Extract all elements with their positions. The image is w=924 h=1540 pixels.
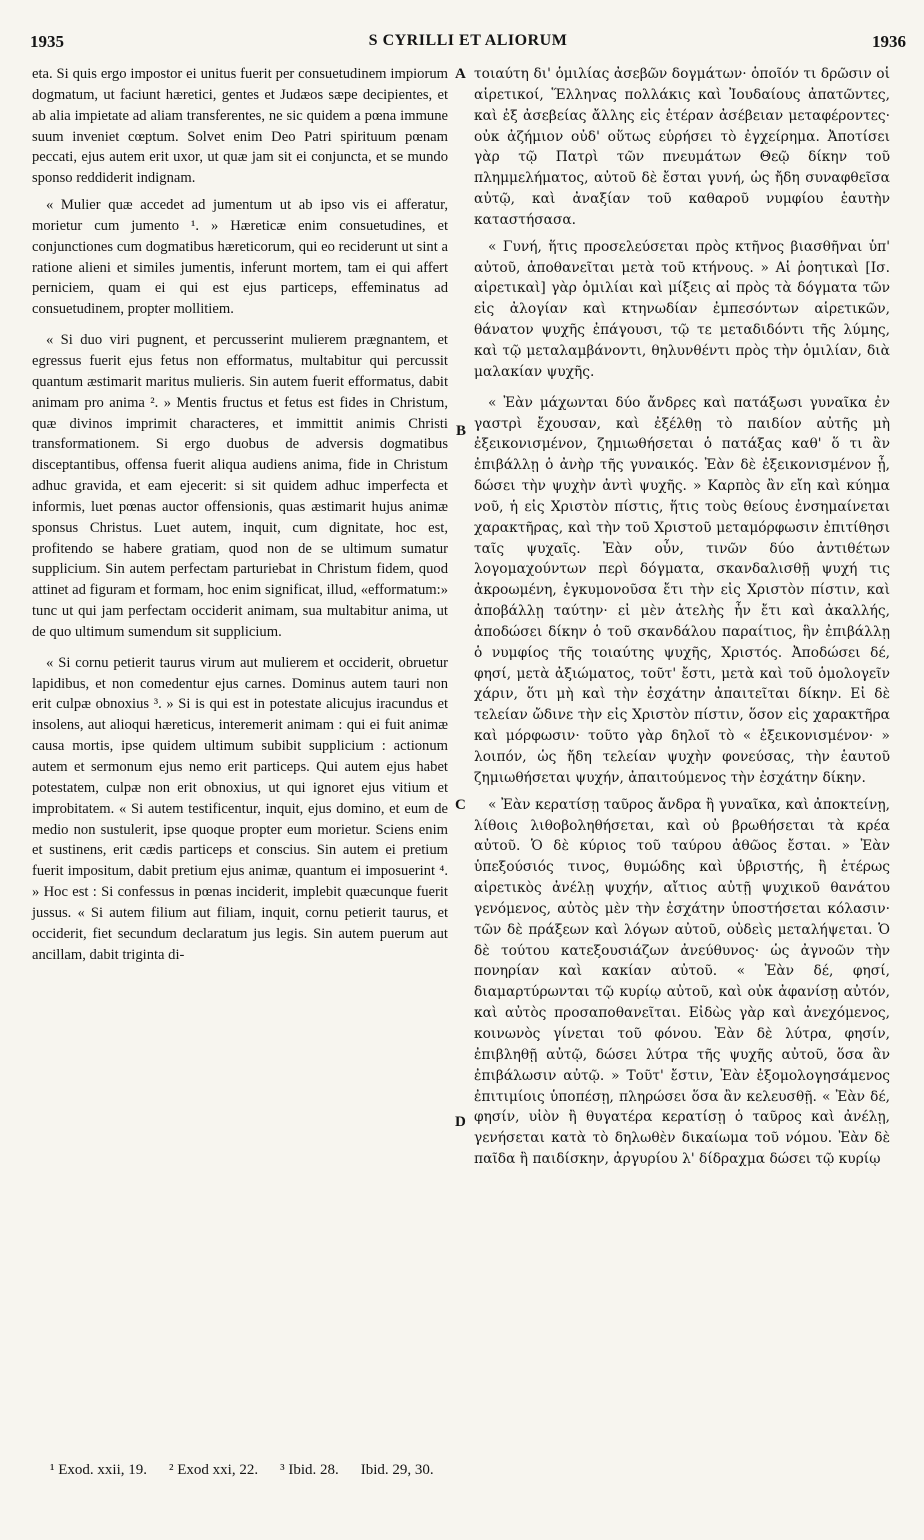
section-marker-d: D (455, 1114, 466, 1130)
latin-paragraph: eta. Si quis ergo impostor ei unitus fuerit per consuetudinem impiorum dogmatum, ut faciunt hæretici, gentes et Judæos sæpe decipientes, et ab alia impietate ad aliam transferentes, ne sic quidem a pœna immune suum inveniet cœptum. Solvet enim Deo Patri spirituum pœnam peccati, ejus autem erit uxor, ut quæ jam sit ei conjuncta, et se mundo sponso reddiderit indignam. (32, 66, 448, 187)
page-header (30, 32, 906, 56)
greek-paragraph: τοιαύτη δι' ὁμιλίας ἀσεβῶν δογμάτων· ὁποῖόν τι δρῶσιν οἱ αἱρετικοί, Ἕλληνας πολλάκις καὶ Ἰουδαίους ἀπατῶντες, καὶ ἐξ ἀσεβείας ἄλλης εἰς ἑτέραν ἀσέβειαν μεταφέροντες· οὐκ ἀζήμιον οὐδ' οὕτως εὑρήσει τὸ ἐγχείρημα. Ἀποτίσει γὰρ τῷ Πατρὶ τῶν πνευμάτων Θεῷ δίκην τοῦ πλημμελήματος, αὐτοῦ δὲ ἔσται γυνή, ὡς ἤδη συναφθεῖσα αὐτῷ, καὶ ἀναξίαν τοῦ καθαροῦ νυμφίου ἑαυτὴν καταστήσασα. (474, 66, 890, 228)
greek-paragraph: « Ἐὰν κερατίσῃ ταῦρος ἄνδρα ἢ γυναῖκα, καὶ ἀποκτείνῃ, λίθοις λιθοβοληθήσεται, καὶ οὐ βρωθήσεται τὰ κρέα αὐτοῦ. Ὁ δὲ κύριος τοῦ ταύρου ἀθῶος ἔσται. » Ἐὰν ὑπεξούσιός τινος, θυμώδης καὶ ὑβριστής, ἢ ἑτέρως αἱρετικὸς ἀνέλῃ ψυχήν, αἴτιος αὐτῇ ψυχικοῦ θανάτου γενόμενος, αὐτὸς μὲν τὴν ἐσχάτην ὑποστήσεται κόλασιν· τῶν δὲ πράξεων καὶ λόγων αὐτοῦ, οὐδεὶς μεταλήψεται. Ὁ δὲ τούτου κατεξουσιάζων ἀνεύθυνος· ὡς ἀγνοῶν τὴν πονηρίαν καὶ κακίαν αὐτοῦ. « Ἐὰν δέ, φησί, διαμαρτύρωνται τῷ κυρίῳ αὐτοῦ, καὶ οὐκ ἀφανίσῃ αὐτόν, καὶ αὐτὸς προσαποθανεῖται. Εἰδὼς γὰρ καὶ ἀνεχόμενος, κοινωνὸς γίνεται τοῦ φόνου. Ἐὰν δὲ λύτρα, φησίν, ἐπιβληθῇ αὐτῷ, δώσει λύτρα τῆς ψυχῆς αὐτοῦ, ὅσα ἂν ἐπιβάλωσιν αὐτῷ. » Τοῦτ' ἔστιν, Ἐὰν ἐξομολογησάμενος ἐπιτιμίοις ὑποπέσῃ, πληρώσει ὅσα ἂν κελευσθῇ. « Ἐὰν δέ, φησίν, υἱὸν ἢ θυγατέρα κερατίσῃ ὁ ταῦρος καὶ ἀνέλῃ, γενήσεται κατὰ τὸ δηλωθὲν δικαίωμα τοῦ νόμου. Ἐὰν δὲ παῖδα ἢ παιδίσκην, ἀργυρίου λ' δίδραχμα δώσει τῷ κυρίῳ (474, 796, 890, 1168)
footnotes (50, 1462, 870, 1479)
latin-paragraph: « Si duo viri pugnent, et percusserint mulierem prægnantem, et egressus fuerit ejus fetus non efformatus, multabitur qui percussit quantum æstimarit maritus mulieris. Sin autem fuerit efformatus, dabit animam pro anima ². » Mentis fructus et fetus est fides in Christum, quæ divinos imprimit characteres, et immittit animis Christi transformationem. Si ergo duobus de adversis dogmatibus disceptantibus, offensa fuerit aliqua audiens anima, fide in Christum adhuc gravida, et eam ejecerit: si sit quidem adhuc imperfecta et informis, luet pœnas auctor offensionis, quas æstimarit hujus animæ sponsus Christus. Luet autem, inquit, cum dignitate, hoc est, profitendo se habere gratiam, quod non de se ultimum sumatur supplicium. Sin autem perfectam parturiebat in Christum fidem, quod attinet ad figuram et formam, hoc enim significat, illud, «efformatum:» tunc ut qui jam perfectam occiderit animam, sua multabitur anima, ut de quo ultimum sumendum sit supplicium. (32, 332, 448, 640)
latin-paragraph: « Mulier quæ accedet ad jumentum ut ab ipso vis ei afferatur, morietur cum jumento ¹. » Hæreticæ enim consuetudines, et conjunctiones cum dogmatibus hæreticorum, qui eo reciderunt ut sint a ratione alieni et similes jumentis, inferunt mortem, tam ei qui affert perniciem, quam ei qui est ejus particeps, effeminatus ad consuetudinem, propter mollitiem. (32, 197, 448, 318)
footnote: Ibid. 29, 30. (360, 1462, 434, 1478)
greek-paragraph: « Γυνή, ἥτις προσελεύσεται πρὸς κτῆνος βιασθῆναι ὑπ' αὐτοῦ, ἀποθανεῖται μετὰ τοῦ κτήνους. » Αἱ ῥοητικαὶ [Ισ. αἱρετικαὶ] γὰρ ὁμιλίαι καὶ μίξεις αἱ πρὸς τὰ δόγματα τῶν εἰς ἀλογίαν καὶ κτηνωδίαν ἐμπεσόντων αἱρετικῶν, θάνατον ψυχῆς ἐπάγουσι, τῷ τε μεταδιδόντι τῆς λύμης, καὶ τῷ μεταλαμβάνοντι, θηλυνθέντι πρὸς τὴν ὁμιλίαν, διὰ μαλακίαν ψυχῆς. (474, 238, 890, 380)
page-number-right: 1936 (872, 32, 906, 51)
greek-column (474, 64, 890, 1176)
footnote: ³ Ibid. 28. (280, 1462, 339, 1478)
footnote: ² Exod xxi, 22. (169, 1462, 259, 1478)
section-marker-c: C (455, 797, 466, 813)
running-title: S CYRILLI ET ALIORUM (368, 32, 568, 49)
section-marker-b: B (456, 423, 467, 439)
section-marker-a: A (455, 66, 466, 82)
latin-column (32, 64, 448, 971)
greek-paragraph: « Ἐὰν μάχωνται δύο ἄνδρες καὶ πατάξωσι γυναῖκα ἐν γαστρὶ ἔχουσαν, καὶ ἐξέλθῃ τὸ παιδίον αὐτῆς μὴ ἐξεικονισμένον, ζημιωθήσεται ὁ πατάξας καθ' ὅ τι ἂν ἐπιβάλλῃ ὁ ἀνὴρ τῆς γυναικός. Ἐὰν δὲ ἐξεικονισμένον ᾖ, δώσει τὴν ψυχὴν ἀντὶ ψυχῆς. » Καρπὸς ἂν εἴη καὶ κύημα νοῦ, ἡ εἰς Χριστὸν πίστις, ἥτις τοὺς θείους ἐνσημαίνεται χαρακτῆρας, καὶ τὴν τοῦ Χριστοῦ μεταμόρφωσιν ἐπιτίθησι ταῖς ψυχαῖς. Ἐὰν οὖν, τινῶν δύο ἀντιθέτων λογομαχούντων περὶ δόγματα, σκανδαλισθῇ ψυχή τις ἀκροωμένη, ἐγκυμονοῦσα ἔτι τὴν εἰς Χριστὸν πίστιν, καὶ ἀποβάλλῃ ταύτην· εἰ μὲν ἀτελὴς ἦν ἔτι καὶ ἀκαλλής, ἀποδώσει δίκην ὁ τοῦ σκανδάλου παραίτιος, ἣν ἐπιβάλλῃ ὁ νυμφίος τῆς τοιαύτης ψυχῆς, Χριστός. Ἀποδώσει δέ, φησί, μετὰ ἀξιώματος, τοῦτ' ἔστι, μετὰ καὶ τοῦ ὁμολογεῖν χάριν, ὅτι μὴ καὶ τὴν ἐσχάτην ἀπαιτεῖται δίκην. Εἰ δὲ τελείαν ὤδινε τὴν εἰς Χριστὸν πίστιν, ὅσον εἰς χαρακτῆρα καὶ μόρφωσιν· τοῦτο γὰρ δηλοῖ τὸ « ἐξεικονισμένον· » λοιπόν, ὡς ἤδη τελείαν ψυχὴν φονεύσας, τὴν ἑαυτοῦ ζημιωθήσεται ψυχήν, ἀπαιτούμενος τὴν ἐσχάτην δίκην. (474, 394, 890, 786)
latin-paragraph: « Si cornu petierit taurus virum aut mulierem et occiderit, obruetur lapidibus, et non comedentur ejus carnes. Dominus autem tauri non erit culpæ obnoxius ³. » Si is qui est in potestate alicujus iracundus et insolens, aut alioqui hæreticus, interemerit animam : qui ei fuit animæ causa mortis, ipse quidem ultimum subibit supplicium : actionum autem et sermonum ejus nemo erit particeps. Qui autem ejus habet potestatem, culpæ non erit obnoxius, ut qui ignoret ejus vitium et improbitatem. « Si autem testificentur, inquit, ejus domino, et eum de medio non sustulerit, ipse quoque propter eum morietur. Sciens enim et sustinens, erit cædis particeps et conscius. Sin autem ei pretium fuerit impositum, dabit pretium ejus animæ, quantum ei imposuerint ⁴. » Hoc est : Si confessus in pœnas inciderit, implebit quæcunque fuerit jussus. « Si autem filium aut filiam, inquit, cornu petierit taurus, et occiderit, fiet secundum declaratum jus legis. Sin autem puerum aut ancillam, dabit triginta di- (32, 654, 448, 963)
page-number-left: 1935 (30, 32, 64, 51)
footnote: ¹ Exod. xxii, 19. (50, 1462, 147, 1478)
